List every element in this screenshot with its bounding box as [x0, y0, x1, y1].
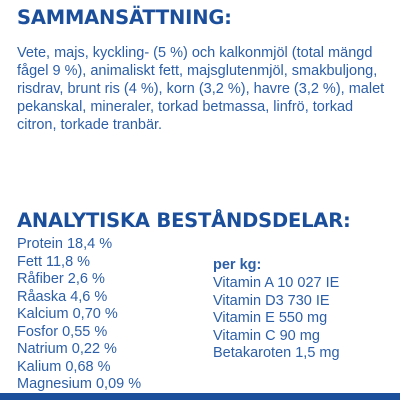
analytical-heading: ANALYTISKA BESTÅNDSDELAR: — [17, 209, 351, 232]
analytical-item-phosphorus: Fosfor 0,55 % — [17, 323, 108, 340]
analytical-item-magnesium: Magnesium 0,09 % — [17, 376, 142, 392]
per-kg-item-vitamin-a: Vitamin A 10 027 IE — [213, 275, 340, 291]
analytical-item-calcium: Kalcium 0,70 % — [17, 306, 118, 322]
analytical-item-sodium: Natrium 0,22 % — [17, 341, 117, 357]
per-kg-item-vitamin-d3: Vitamin D3 730 IE — [213, 292, 330, 309]
analytical-item-crude-ash: Råaska 4,6 % — [17, 288, 108, 305]
analytical-item-protein: Protein 18,4 % — [17, 236, 113, 252]
per-kg-title: per kg: — [213, 257, 262, 273]
composition-heading: SAMMANSÄTTNING: — [17, 6, 232, 29]
analytical-item-crude-fiber: Råfiber 2,6 % — [17, 271, 105, 287]
analytical-list — [17, 236, 141, 394]
per-kg-item-vitamin-c: Vitamin C 90 mg — [213, 327, 320, 344]
per-kg-item-vitamin-e: Vitamin E 550 mg — [213, 310, 328, 326]
composition-text: Vete, majs, kyckling- (5 %) och kalkonmjöl (total mängd fågel 9 %), animaliskt fett, majsglutenmjöl, smakbuljong, risdrav, brunt ris (4 %), korn (3,2 %), havre (3,2 %), malet pekanskal, mineraler, torkad betmassa, linfrö, torkad citron, torkade tranbär. — [17, 45, 385, 133]
footer-bar — [0, 393, 400, 400]
per-kg-item-beta-carotene: Betakaroten 1,5 mg — [213, 345, 340, 361]
analytical-item-potassium: Kalium 0,68 % — [17, 358, 111, 375]
per-kg-list — [213, 275, 340, 363]
analytical-item-fat: Fett 11,8 % — [17, 253, 91, 270]
